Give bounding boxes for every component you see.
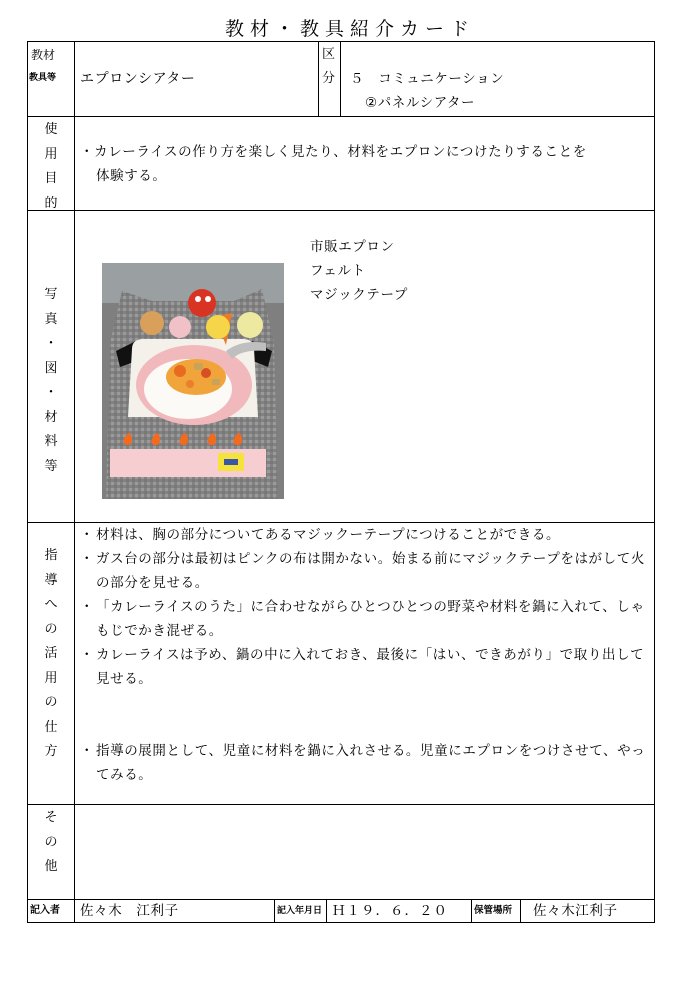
guidance-item: ・ 材料は、胸の部分についてあるマジックーテープにつけることができる。 <box>80 523 652 547</box>
column-divider <box>274 899 275 923</box>
guidance-list <box>80 523 652 691</box>
apron-theater-photo <box>102 263 284 499</box>
column-divider <box>318 42 319 116</box>
column-divider <box>340 42 341 116</box>
material-label-line2: 教具等 <box>29 73 57 83</box>
guidance-item: ・ カレーライスは予め、鍋の中に入れておき、最後に「はい、できあがり」で取り出して見せる。 <box>80 643 652 691</box>
card-title: 教材・教具紹介カード <box>224 18 475 40</box>
column-divider <box>520 899 521 923</box>
category-line2: ②パネルシアター <box>365 95 476 111</box>
column-divider <box>74 899 75 923</box>
guidance-item: ・ 指導の展開として、児童に材料を鍋に入れさせる。児童にエプロンをつけさせて、やってみる。 <box>80 739 652 787</box>
purpose-text-line1: ・カレーライスの作り方を楽しく見たり、材料をエプロンにつけたりすることを <box>80 144 587 160</box>
author-name: 佐々木 江利子 <box>80 903 179 919</box>
apron-illustration <box>102 263 284 499</box>
row-divider <box>28 116 654 117</box>
introduction-card <box>27 41 655 923</box>
material-label-line1: 教材 <box>31 48 56 62</box>
other-label: そ の 他 <box>44 810 58 874</box>
category-line1: ５ コミュニケーション <box>350 71 505 87</box>
date-value: Ｈ１９．６．２０ <box>332 903 448 919</box>
category-label-2: 分 <box>322 71 336 86</box>
category-label-1: 区 <box>322 47 336 62</box>
photo-material-1: 市販エプロン <box>310 239 395 255</box>
purpose-label: 使 用 目 的 <box>44 122 58 211</box>
storage-value: 佐々木江利子 <box>533 903 618 919</box>
guidance-item: ・ 「カレーライスのうた」に合わせながらひとつひとつの野菜や材料を鍋に入れて、しゃもじでかき混ぜる。 <box>80 595 652 643</box>
guidance-label: 指 導 へ の 活 用 の 仕 方 <box>44 548 58 759</box>
guidance-list-extra <box>80 739 652 787</box>
material-name: エプロンシアター <box>80 71 196 87</box>
purpose-text-line2: 体験する。 <box>96 168 167 184</box>
storage-label: 保管場所 <box>474 905 513 916</box>
photo-material-2: フェルト <box>310 263 366 279</box>
guidance-item: ・ ガス台の部分は最初はピンクの布は開かない。始まる前にマジックテープをはがして火の部分を見せる。 <box>80 547 652 595</box>
row-divider <box>28 210 654 211</box>
row-divider <box>28 804 654 805</box>
photo-section-label: 写 真 ・ 図 ・ 材 料 等 <box>44 287 58 474</box>
photo-material-3: マジックテープ <box>310 287 409 303</box>
column-divider <box>326 899 327 923</box>
column-divider <box>471 899 472 923</box>
label-column-divider <box>74 42 75 899</box>
date-label: 記入年月日 <box>277 906 323 916</box>
author-label: 記入者 <box>30 905 60 916</box>
